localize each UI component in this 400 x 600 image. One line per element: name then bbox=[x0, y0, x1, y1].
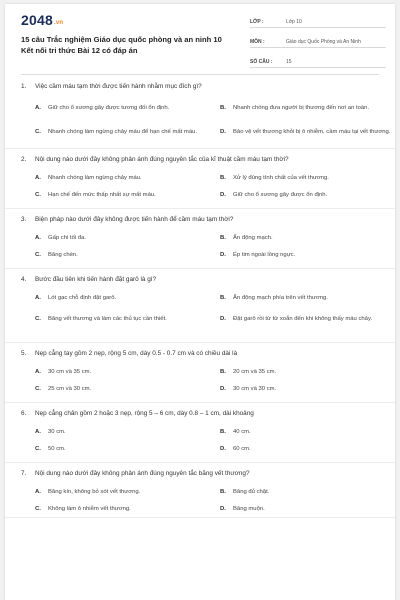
answer-option[interactable] bbox=[35, 289, 206, 306]
question-prompt: Biện pháp nào dưới đây không được tiến hành để cầm máu tạm thời? bbox=[35, 215, 234, 223]
meta-label: LỚP : bbox=[250, 19, 264, 25]
option-text: Nhanh chóng làm ngừng chảy máu để hạn chế mất máu. bbox=[48, 129, 198, 135]
option-text: Đặt garô rồi từ từ xoắn đến khi không thấy máu chảy. bbox=[233, 315, 373, 322]
answer-option[interactable] bbox=[35, 246, 206, 263]
option-text: Nhanh chóng làm ngừng chảy máu. bbox=[48, 174, 142, 181]
option-letter: D. bbox=[220, 315, 226, 322]
question-prompt: Nội dung nào dưới đây không phản ánh đúng nguyên tắc của kĩ thuật cầm máu tạm thời? bbox=[35, 155, 289, 163]
option-text: 50 cm. bbox=[48, 445, 66, 452]
answer-options bbox=[21, 96, 391, 144]
option-text: Nhanh chóng đưa người bị thương đến nơi an toàn. bbox=[233, 105, 370, 111]
answer-options bbox=[21, 423, 381, 457]
answer-option[interactable] bbox=[220, 246, 391, 263]
header-divider bbox=[21, 74, 379, 75]
answer-option[interactable] bbox=[220, 380, 391, 397]
question-prompt: Nẹp cẳng chân gồm 2 hoặc 3 nẹp, rộng 5 – 6 cm, dày 0.8 – 1 cm, dài khoảng bbox=[35, 409, 254, 417]
option-text: Xử lý đúng tính chất của vết thương. bbox=[233, 174, 329, 181]
answer-option[interactable] bbox=[220, 440, 391, 457]
answer-option[interactable] bbox=[35, 363, 206, 380]
option-text: Ấn động mạch phía trên vết thương. bbox=[233, 294, 328, 301]
question-text bbox=[21, 343, 381, 363]
answer-options bbox=[21, 229, 381, 263]
answer-option[interactable] bbox=[35, 186, 206, 203]
option-text: 30 cm và 35 cm. bbox=[48, 368, 92, 375]
option-letter: B. bbox=[220, 488, 226, 495]
option-letter: D. bbox=[220, 251, 226, 258]
answer-option[interactable] bbox=[35, 380, 206, 397]
logo-suffix: .vn bbox=[53, 20, 64, 26]
question-number: 2. bbox=[21, 155, 27, 163]
question-number: 7. bbox=[21, 469, 27, 477]
title-line-2: Kết nối tri thức Bài 12 có đáp án bbox=[21, 46, 138, 55]
question-number: 5. bbox=[21, 349, 27, 357]
answer-option[interactable] bbox=[220, 186, 391, 203]
option-letter: A. bbox=[35, 488, 41, 495]
meta-row-class bbox=[250, 14, 386, 28]
option-text: 40 cm. bbox=[233, 428, 251, 435]
option-text: Băng kín, không bỏ sót vết thương. bbox=[48, 488, 141, 495]
document-meta bbox=[250, 14, 386, 74]
question-prompt: Bước đầu tiên khi tiến hành đặt garô là gì? bbox=[35, 275, 157, 283]
option-letter: D. bbox=[220, 505, 226, 512]
option-text: Giữ cho ổ xương gãy được ổn định. bbox=[233, 191, 328, 198]
question-item bbox=[5, 209, 395, 269]
question-item bbox=[5, 463, 395, 518]
option-letter: C. bbox=[35, 505, 41, 512]
question-item bbox=[5, 149, 395, 209]
answer-option[interactable] bbox=[35, 120, 206, 144]
answer-option[interactable] bbox=[35, 96, 206, 120]
answer-option[interactable] bbox=[35, 440, 206, 457]
option-letter: B. bbox=[220, 105, 226, 111]
meta-row-count bbox=[250, 54, 386, 68]
question-prompt: Nẹp cẳng tay gồm 2 nẹp, rộng 5 cm, dày 0.5 - 0.7 cm và có chiều dài là bbox=[35, 349, 238, 357]
meta-value: Giáo dục Quốc Phòng và An Ninh bbox=[286, 39, 361, 45]
option-letter: B. bbox=[220, 368, 226, 375]
option-letter: C. bbox=[35, 129, 41, 135]
option-letter: D. bbox=[220, 129, 226, 135]
question-item bbox=[5, 343, 395, 403]
option-letter: C. bbox=[35, 385, 41, 392]
option-letter: C. bbox=[35, 191, 41, 198]
logo-main: 2048 bbox=[21, 12, 53, 28]
option-letter: D. bbox=[220, 191, 226, 198]
answer-options bbox=[21, 363, 381, 397]
option-text: 25 cm và 30 cm. bbox=[48, 385, 92, 392]
option-letter: A. bbox=[35, 174, 41, 181]
option-text: Lót gạc chỗ định đặt garô. bbox=[48, 294, 117, 301]
question-prompt: Nội dung nào dưới đây không phản ánh đúng nguyên tắc băng vết thương? bbox=[35, 469, 250, 477]
option-letter: A. bbox=[35, 234, 41, 241]
question-prompt: Việc cầm máu tạm thời được tiến hành nhằm mục đích gì? bbox=[35, 82, 202, 90]
answer-option[interactable] bbox=[220, 306, 391, 331]
answer-option[interactable] bbox=[35, 483, 206, 500]
answer-option[interactable] bbox=[220, 120, 391, 144]
option-text: Băng muộn. bbox=[233, 505, 265, 512]
option-text: 20 cm và 35 cm. bbox=[233, 368, 277, 375]
answer-option[interactable] bbox=[220, 229, 391, 246]
document-page bbox=[5, 4, 395, 600]
option-text: Băng chèn. bbox=[48, 251, 78, 258]
question-number: 3. bbox=[21, 215, 27, 223]
question-item bbox=[5, 76, 395, 149]
option-text: Bảo vệ vết thương khỏi bị ô nhiễm, cầm máu tại vết thương. bbox=[233, 129, 391, 135]
answer-option[interactable] bbox=[220, 96, 391, 120]
option-text: Không làm ô nhiễm vết thương. bbox=[48, 505, 131, 512]
document-header bbox=[5, 4, 395, 74]
meta-label: SỐ CÂU : bbox=[250, 59, 273, 65]
question-text bbox=[21, 76, 381, 96]
option-text: Băng đủ chặt. bbox=[233, 488, 270, 495]
answer-option[interactable] bbox=[35, 423, 206, 440]
question-list bbox=[5, 76, 395, 518]
option-text: Ấn động mạch. bbox=[233, 234, 273, 241]
option-letter: A. bbox=[35, 105, 41, 111]
question-text bbox=[21, 269, 381, 289]
option-letter: B. bbox=[220, 174, 226, 181]
answer-option[interactable] bbox=[220, 423, 391, 440]
question-number: 4. bbox=[21, 275, 27, 283]
option-letter: B. bbox=[220, 428, 226, 435]
option-text: Hạn chế đến mức thấp nhất sự mất máu. bbox=[48, 191, 156, 198]
option-text: Băng vết thương và làm các thủ tục cần thiết. bbox=[48, 315, 167, 322]
meta-label: MÔN : bbox=[250, 39, 265, 45]
option-letter: A. bbox=[35, 294, 41, 301]
option-letter: C. bbox=[35, 251, 41, 258]
option-text: Ép tim ngoài lồng ngực. bbox=[233, 251, 296, 258]
option-letter: D. bbox=[220, 445, 226, 452]
meta-row-subject bbox=[250, 34, 386, 48]
option-letter: A. bbox=[35, 428, 41, 435]
answer-options bbox=[21, 289, 381, 331]
option-text: 30 cm. bbox=[48, 428, 66, 435]
option-text: Giữ cho ổ xương gãy được tương đối ổn định. bbox=[48, 105, 170, 111]
question-number: 6. bbox=[21, 409, 27, 417]
option-letter: C. bbox=[35, 445, 41, 452]
option-letter: B. bbox=[220, 234, 226, 241]
answer-options bbox=[21, 169, 381, 203]
question-number: 1. bbox=[21, 82, 27, 90]
answer-option[interactable] bbox=[220, 500, 391, 517]
answer-option[interactable] bbox=[220, 363, 391, 380]
option-text: Gấp chi tối đa. bbox=[48, 234, 86, 241]
meta-value: Lớp 10 bbox=[286, 19, 302, 25]
document-title bbox=[21, 34, 233, 56]
option-letter: B. bbox=[220, 294, 226, 301]
question-item bbox=[5, 269, 395, 343]
answer-options bbox=[21, 483, 381, 517]
option-text: 30 cm và 30 cm. bbox=[233, 385, 277, 392]
answer-option[interactable] bbox=[220, 289, 391, 306]
option-letter: D. bbox=[220, 385, 226, 392]
meta-value: 15 bbox=[286, 59, 292, 65]
answer-option[interactable] bbox=[35, 306, 206, 331]
answer-option[interactable] bbox=[220, 483, 391, 500]
question-item bbox=[5, 403, 395, 463]
answer-option[interactable] bbox=[35, 500, 206, 517]
option-text: 60 cm. bbox=[233, 445, 251, 452]
title-line-1: 15 câu Trắc nghiệm Giáo dục quốc phòng và an ninh 10 bbox=[21, 35, 222, 44]
question-text bbox=[21, 403, 381, 423]
option-letter: C. bbox=[35, 315, 41, 322]
question-text bbox=[21, 149, 381, 169]
site-logo[interactable] bbox=[21, 12, 63, 28]
question-text bbox=[21, 463, 381, 483]
answer-option[interactable] bbox=[35, 169, 206, 186]
option-letter: A. bbox=[35, 368, 41, 375]
answer-option[interactable] bbox=[35, 229, 206, 246]
question-text bbox=[21, 209, 381, 229]
answer-option[interactable] bbox=[220, 169, 391, 186]
